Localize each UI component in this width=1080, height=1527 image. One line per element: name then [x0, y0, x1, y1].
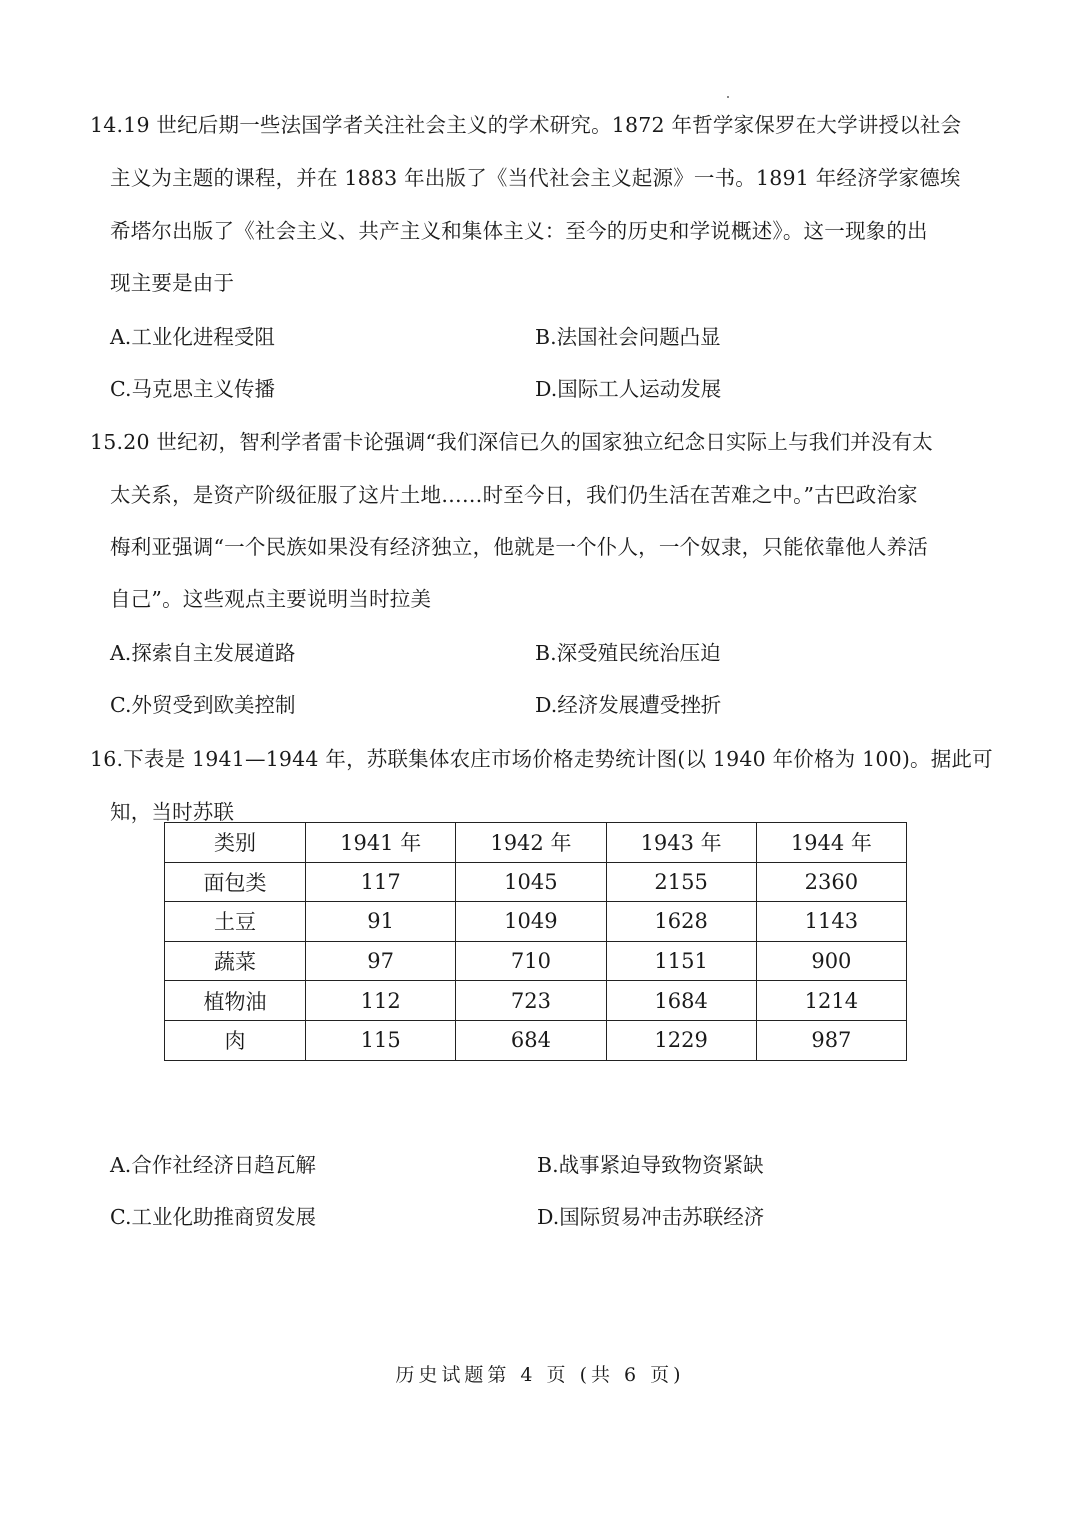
table-cell: 97 [306, 941, 456, 981]
question-16-option-d[interactable]: D.国际贸易冲击苏联经济 [537, 1205, 765, 1229]
table-header-cell: 1943 年 [606, 823, 756, 863]
scan-speck [727, 96, 729, 98]
question-14-option-d[interactable]: D.国际工人运动发展 [535, 377, 722, 401]
table-cell: 1684 [606, 981, 756, 1021]
table-cell: 2360 [756, 862, 906, 902]
table-cell: 684 [456, 1020, 606, 1060]
question-16-option-a[interactable]: A.合作社经济日趋瓦解 [110, 1153, 316, 1177]
table-header-cell: 1942 年 [456, 823, 606, 863]
question-14-option-a[interactable]: A.工业化进程受阻 [110, 325, 275, 349]
table-cell: 900 [756, 941, 906, 981]
table-cell: 1214 [756, 981, 906, 1021]
table-cell-category: 面包类 [165, 862, 306, 902]
question-14-line-3: 希塔尔出版了《社会主义、共产主义和集体主义：至今的历史和学说概述》。这一现象的出 [110, 219, 928, 243]
table-header-cell: 1941 年 [306, 823, 456, 863]
question-16-option-c[interactable]: C.工业化助推商贸发展 [110, 1205, 316, 1229]
question-14-line-2: 主义为主题的课程，并在 1883 年出版了《当代社会主义起源》一书。1891 年经济学家德埃 [110, 166, 961, 190]
table-row [165, 981, 907, 1021]
question-15-line-1: 15.20 世纪初，智利学者雷卡论强调“我们深信已久的国家独立纪念日实际上与我们并没有太 [90, 430, 933, 454]
question-15-option-c[interactable]: C.外贸受到欧美控制 [110, 693, 296, 717]
table-header-row [165, 823, 907, 863]
question-14-line-1: 14.19 世纪后期一些法国学者关注社会主义的学术研究。1872 年哲学家保罗在大学讲授以社会 [90, 113, 962, 137]
question-15-line-4: 自己”。这些观点主要说明当时拉美 [110, 587, 432, 611]
table-cell: 115 [306, 1020, 456, 1060]
question-15-option-a[interactable]: A.探索自主发展道路 [110, 641, 296, 665]
question-16-line-2: 知，当时苏联 [110, 800, 235, 824]
question-15-option-d[interactable]: D.经济发展遭受挫折 [535, 693, 722, 717]
table-cell: 723 [456, 981, 606, 1021]
table-header-cell: 1944 年 [756, 823, 906, 863]
question-15-line-3: 梅利亚强调“一个民族如果没有经济独立，他就是一个仆人，一个奴隶，只能依靠他人养活 [110, 535, 928, 559]
table-cell-category: 土豆 [165, 902, 306, 942]
table-cell-category: 植物油 [165, 981, 306, 1021]
table-row [165, 941, 907, 981]
question-16-option-b[interactable]: B.战事紧迫导致物资紧缺 [537, 1153, 764, 1177]
table-header-cell: 类别 [165, 823, 306, 863]
question-14-line-4: 现主要是由于 [110, 271, 235, 295]
table-cell: 1143 [756, 902, 906, 942]
question-14-option-b[interactable]: B.法国社会问题凸显 [535, 325, 721, 349]
question-14-option-c[interactable]: C.马克思主义传播 [110, 377, 275, 401]
table-cell-category: 蔬菜 [165, 941, 306, 981]
table-cell: 117 [306, 862, 456, 902]
table-cell: 2155 [606, 862, 756, 902]
question-16-line-1: 16.下表是 1941—1944 年，苏联集体农庄市场价格走势统计图(以 1940 年价格为 100)。据此可 [90, 747, 993, 771]
page-footer: 历史试题第 4 页 (共 6 页) [395, 1364, 685, 1386]
table-cell: 1151 [606, 941, 756, 981]
table-cell-category: 肉 [165, 1020, 306, 1060]
table-cell: 1049 [456, 902, 606, 942]
table-row [165, 902, 907, 942]
price-table [164, 822, 907, 1061]
table-row [165, 1020, 907, 1060]
table-cell: 1628 [606, 902, 756, 942]
table-row [165, 862, 907, 902]
table-cell: 112 [306, 981, 456, 1021]
table-cell: 710 [456, 941, 606, 981]
table-cell: 1045 [456, 862, 606, 902]
table-cell: 91 [306, 902, 456, 942]
question-15-option-b[interactable]: B.深受殖民统治压迫 [535, 641, 721, 665]
table-cell: 1229 [606, 1020, 756, 1060]
table-cell: 987 [756, 1020, 906, 1060]
question-15-line-2: 太关系，是资产阶级征服了这片土地……时至今日，我们仍生活在苦难之中。”古巴政治家 [110, 483, 918, 507]
